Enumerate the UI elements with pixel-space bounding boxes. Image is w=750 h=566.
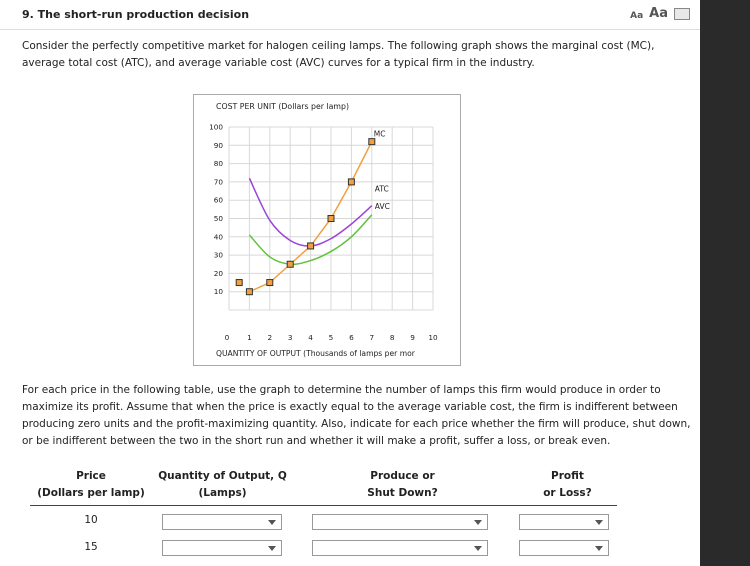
y-tick-label: 80	[213, 159, 223, 169]
font-size-increase-button[interactable]: Aa	[649, 6, 668, 21]
x-tick-label: 7	[369, 333, 375, 342]
avc-label: AVC	[374, 201, 390, 211]
x-tick-label: 0	[224, 333, 230, 342]
y-tick-label: 20	[213, 268, 223, 278]
y-tick-label: 100	[209, 122, 223, 132]
atc-label: ATC	[374, 184, 389, 194]
y-tick-label: 10	[213, 287, 223, 297]
x-axis-label: QUANTITY OF OUTPUT (Thousands of lamps per mor	[216, 349, 415, 358]
chevron-down-icon	[595, 546, 603, 551]
y-tick-label: 30	[213, 250, 223, 260]
mc-point	[369, 139, 375, 145]
row-1-quantity-dropdown[interactable]	[162, 514, 282, 530]
cost-curves-graph	[193, 94, 461, 366]
profit-header-line1: Profit	[551, 470, 584, 482]
chevron-down-icon	[268, 520, 276, 525]
x-tick-label: 4	[308, 333, 313, 342]
row-2-quantity-dropdown[interactable]	[162, 540, 282, 556]
x-tick-label: 8	[389, 333, 395, 342]
table-header-divider	[30, 505, 617, 506]
quantity-header-line1: Quantity of Output, Q	[158, 470, 287, 482]
y-tick-label: 70	[213, 177, 223, 187]
mc-point	[236, 280, 242, 286]
row-2-profit-dropdown[interactable]	[519, 540, 609, 556]
chevron-down-icon	[474, 546, 482, 551]
title-divider	[0, 29, 700, 30]
x-tick-label: 1	[247, 333, 252, 342]
mc-point	[287, 261, 293, 267]
x-tick-label: 5	[328, 333, 334, 342]
quantity-column-header	[155, 468, 290, 502]
row-1-profit-dropdown[interactable]	[519, 514, 609, 530]
intro-text: Consider the perfectly competitive market for halogen ceiling lamps. The following graph shows the marginal cost (MC), average total cost (ATC), and average variable cost (AVC) curves for a typical firm in the industry.	[22, 40, 655, 69]
instructions-text: For each price in the following table, use the graph to determine the number of lamps this firm would produce in order to maximize its profit. Assume that when the price is exactly equal to the average variable cost, the firm is indifferent between producing zero units and the profit-maximizing quantity. Also, indicate for each price whether the firm will produce, shut down, or be indifferent between the two in the short run and whether it will make a profit, suffer a loss, or break even.	[22, 384, 691, 447]
chevron-down-icon	[268, 546, 276, 551]
x-tick-label: 2	[267, 333, 273, 342]
price-header-line2: (Dollars per lamp)	[37, 487, 145, 499]
profit-column-header	[520, 468, 615, 502]
mc-point	[308, 243, 314, 249]
decision-column-header	[315, 468, 490, 502]
toolbar	[630, 6, 690, 21]
quantity-header-line2: (Lamps)	[198, 487, 247, 499]
row-2-price: 15	[84, 541, 98, 553]
chart-svg	[194, 95, 462, 367]
mc-label: MC	[373, 129, 386, 139]
price-column-header	[30, 468, 152, 502]
mc-point	[348, 179, 354, 185]
y-tick-label: 50	[213, 214, 223, 223]
mc-point	[267, 280, 273, 286]
row-2-decision-dropdown[interactable]	[312, 540, 488, 556]
x-tick-label: 6	[349, 333, 354, 342]
x-tick-label: 3	[287, 333, 293, 342]
font-size-decrease-button[interactable]: Aa	[630, 11, 644, 21]
row-1-price: 10	[84, 514, 98, 526]
profit-header-line2: or Loss?	[543, 487, 592, 499]
y-tick-label: 90	[213, 140, 223, 150]
x-tick-label: 10	[428, 333, 438, 342]
x-tick-label: 9	[410, 333, 415, 342]
row-1-decision-dropdown[interactable]	[312, 514, 488, 530]
y-tick-label: 40	[213, 232, 223, 242]
chevron-down-icon	[595, 520, 603, 525]
chevron-down-icon	[474, 520, 482, 525]
price-header-line1: Price	[76, 470, 106, 482]
mc-point	[246, 289, 252, 295]
chart-title: COST PER UNIT (Dollars per lamp)	[216, 102, 350, 111]
decision-header-line2: Shut Down?	[367, 487, 438, 499]
question-title: 9. The short-run production decision	[22, 8, 250, 21]
mc-point	[328, 216, 334, 222]
y-tick-label: 60	[213, 195, 223, 205]
decision-header-line1: Produce or	[370, 470, 435, 482]
print-icon[interactable]	[674, 8, 690, 20]
